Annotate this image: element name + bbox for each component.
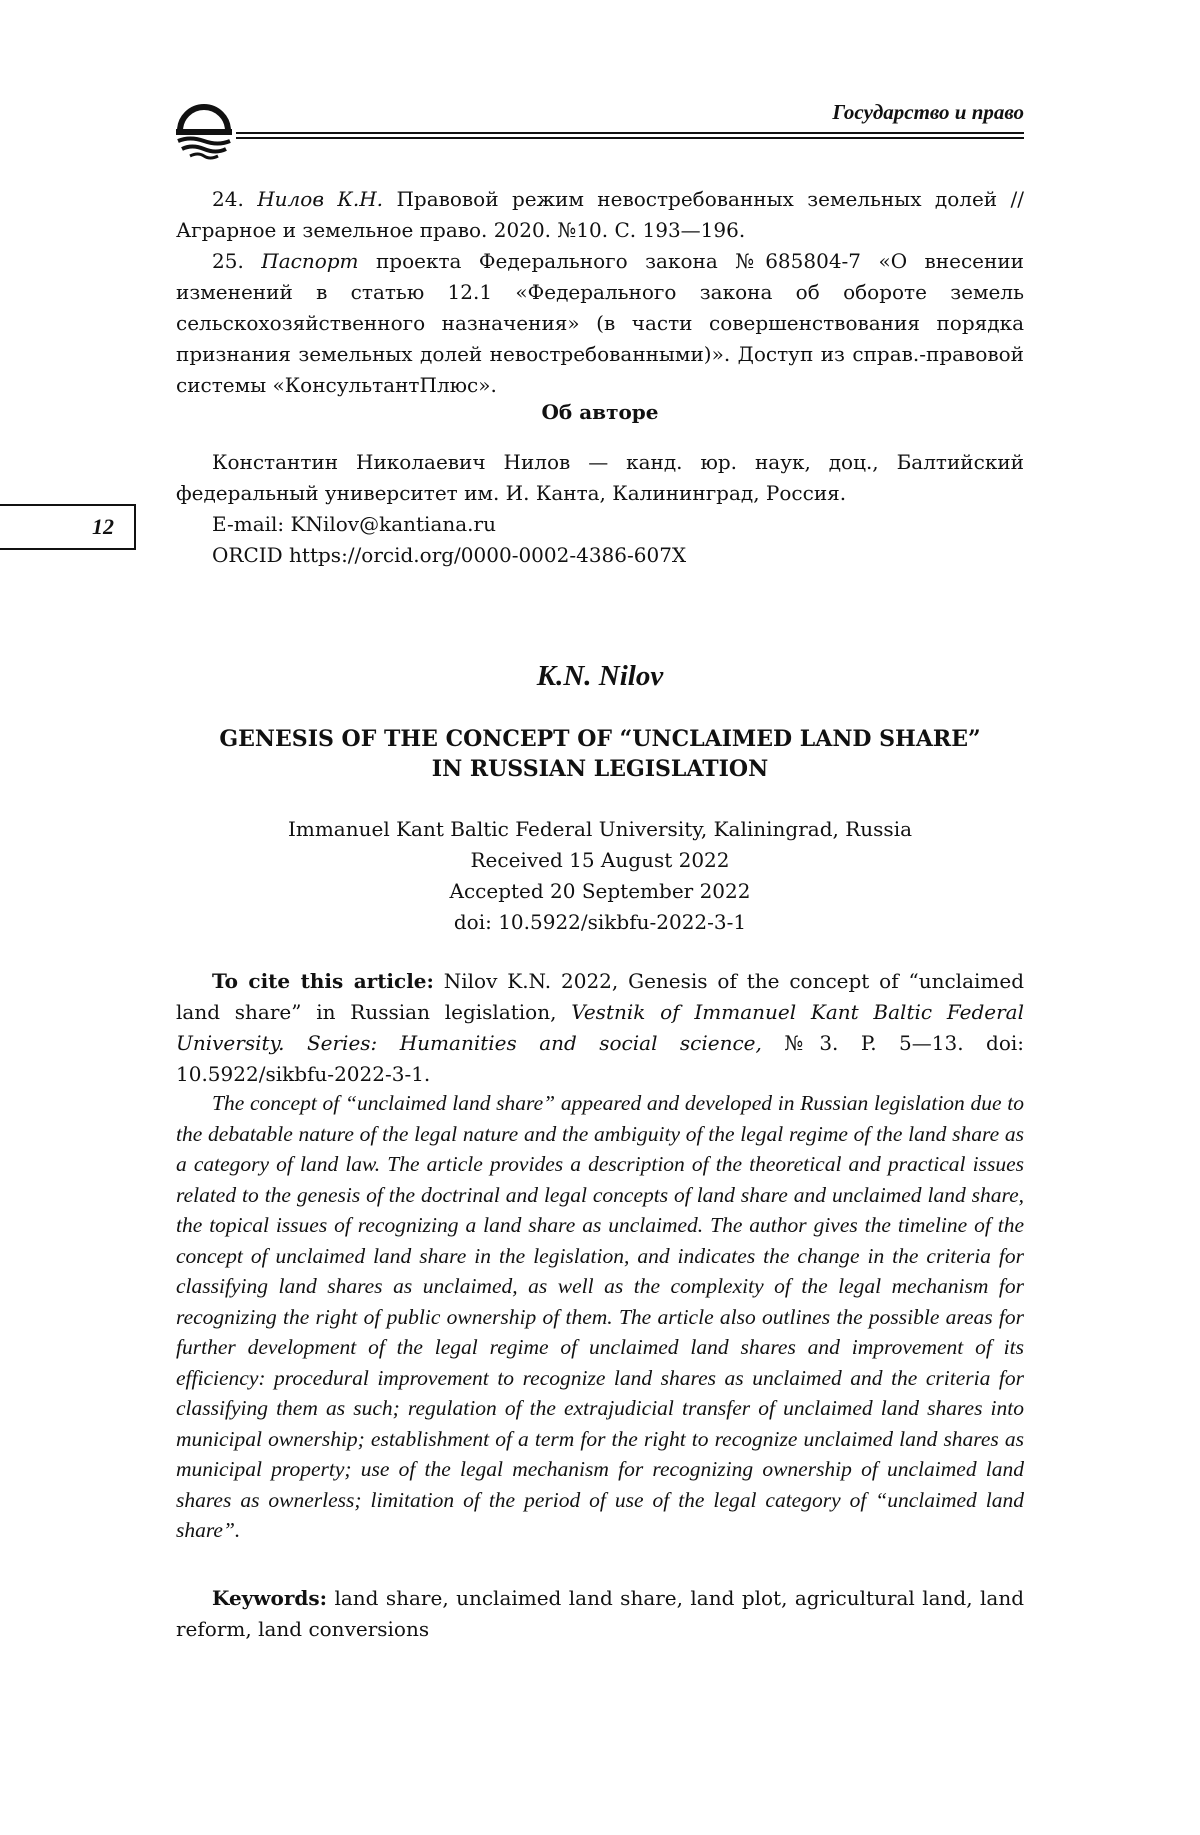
reference-text: Правовой режим невостребованных земельных долей // Аграрное и земельное право. 2020. №10. С. 193—196. xyxy=(176,187,1025,242)
reference-author: Паспорт xyxy=(261,249,359,273)
affiliation-block xyxy=(176,814,1024,938)
header-rule xyxy=(236,132,1024,134)
abstract: The concept of “unclaimed land share” appeared and developed in Russian legislation due to the debatable nature of the legal nature and the ambiguity of the legal regime of the land share as a category of land law. The article provides a description of the theoretical and practical issues related to the genesis of the doctrinal and legal concepts of land share and unclaimed land share, the topical issues of recognizing a land share as unclaimed. The author gives the timeline of the concept of unclaimed land share in the legislation, and indicates the change in the criteria for classifying land shares as unclaimed, as well as the complexity of the legal mechanism for recognizing the right of public ownership of them. The article also outlines the possible areas for further development of the legal regime of unclaimed land shares and improvement of its efficiency: procedural improvement to recognize land shares as unclaimed and the criteria for classifying them as such; regulation of the extrajudicial transfer of unclaimed land shares into municipal ownership; establishment of a term for the right to recognize unclaimed land shares as municipal property; use of the legal mechanism for recognizing ownership of unclaimed land shares as ownerless; limitation of the period of use of the legal category of “unclaimed land share”. xyxy=(176,1091,1024,1542)
about-author-block xyxy=(176,447,1024,571)
english-title: GENESIS OF THE CONCEPT OF “UNCLAIMED LAND SHARE” IN RUSSIAN LEGISLATION xyxy=(219,726,981,782)
affiliation: Immanuel Kant Baltic Federal University, Kaliningrad, Russia xyxy=(287,817,913,841)
keywords: land share, unclaimed land share, land plot, agricultural land, land reform, land conversions xyxy=(176,1586,1025,1641)
doi: doi: 10.5922/sikbfu-2022-3-1 xyxy=(453,910,747,934)
english-author: K.N. Nilov xyxy=(536,660,664,692)
accepted-date: Accepted 20 September 2022 xyxy=(449,879,751,903)
cite-label: To cite this article: xyxy=(212,969,434,993)
reference-25: 25. Паспорт проекта Федерального закона №685804-7 «О внесении изменений в статью 12.1 «Федерального закона об обороте земель сельскохозяйственного назначения» (в части совершенствования порядка признания земельных долей невостребованными)». Доступ из справ.-правовой системы «КонсультантПлюс». xyxy=(176,249,1024,397)
journal-section-title: Государство и право xyxy=(832,100,1024,124)
references-list xyxy=(176,184,1024,401)
received-date: Received 15 August 2022 xyxy=(470,848,730,872)
keywords-block xyxy=(176,1583,1024,1645)
author-email: E-mail: KNilov@kantiana.ru xyxy=(212,512,496,536)
cite-journal: Vestnik of Immanuel Kant Baltic Federal University. Series: Humanities and social science, xyxy=(176,1000,1024,1055)
reference-author: Нилов К.Н. xyxy=(257,187,384,211)
journal-logo-icon xyxy=(172,103,236,161)
keywords-label: Keywords: xyxy=(212,1586,328,1610)
reference-text: проекта Федерального закона №685804-7 «О внесении изменений в статью 12.1 «Федерального закона об обороте земель сельскохозяйственного назначения» (в части совершенствования порядка признания земельных долей невостребованными)». Доступ из справ.-правовой системы «КонсультантПлюс». xyxy=(176,249,1024,397)
author-orcid: ORCID https://orcid.org/0000-0002-4386-607X xyxy=(212,543,687,567)
abstract-block xyxy=(176,1088,1024,1546)
header-rule xyxy=(236,137,1024,139)
author-bio: Константин Николаевич Нилов — канд. юр. наук, доц., Балтийский федеральный университет им. И. Канта, Калининград, Россия. xyxy=(176,450,1024,505)
citation-block: To cite this article: Nilov K.N. 2022, Genesis of the concept of “unclaimed land share” in Russian legislation, Vestnik of Immanuel Kant Baltic Federal University. Series: Humanities and social science, №3. P. 5—13. doi: 10.5922/sikbfu-2022-3-1. xyxy=(176,969,1025,1086)
reference-24: 24. Нилов К.Н. Правовой режим невостребованных земельных долей // Аграрное и земельное право. 2020. №10. С. 193—196. xyxy=(176,187,1025,242)
about-author-heading: Об авторе xyxy=(541,400,659,424)
page-number: 12 xyxy=(0,504,136,550)
